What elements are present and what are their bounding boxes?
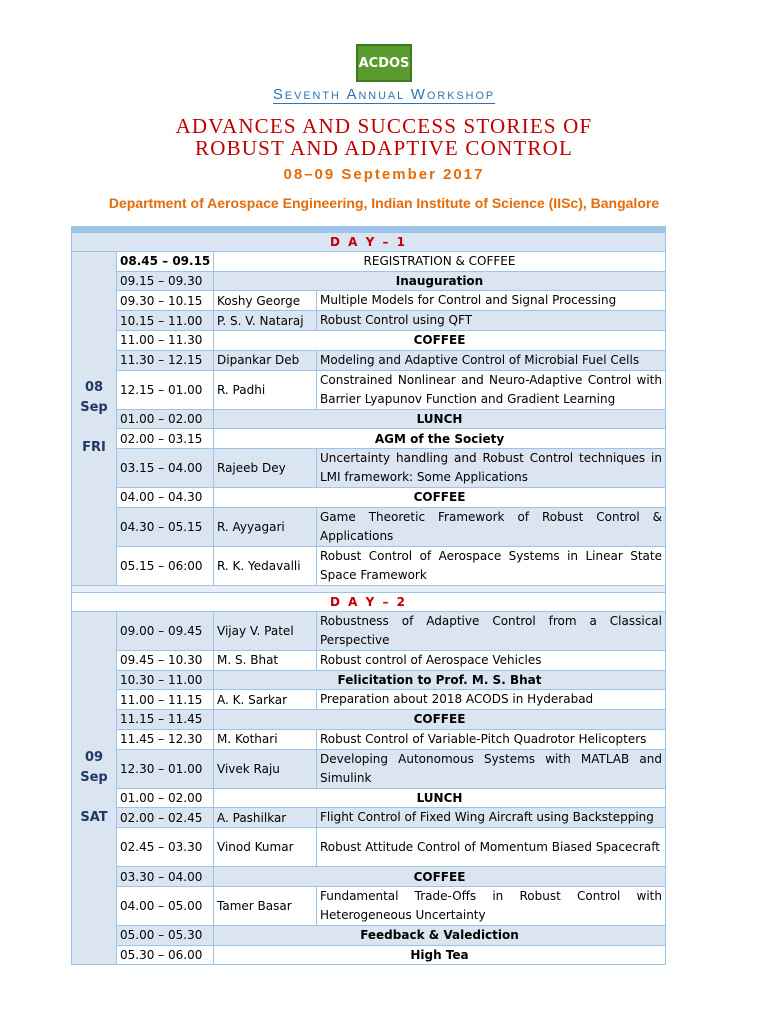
workshop-subtitle: SEVENTH ANNUAL WORKSHOP — [272, 86, 496, 103]
acdos-logo — [356, 44, 412, 82]
day1-header: D A Y – 1 — [72, 233, 666, 252]
table-row: 04.00 – 04.30 COFFEE — [72, 487, 666, 507]
table-row: 04.00 – 05.00 Tamer Basar Fundamental Trade-Offs in Robust Control with Heterogeneous Uncertainty — [72, 886, 666, 925]
venue-department: Department of Aerospace Engineering, Indian Institute of Science (IISc), Bangalore — [108, 195, 660, 211]
table-row: 11.30 – 12.15 Dipankar Deb Modeling and Adaptive Control of Microbial Fuel Cells — [72, 350, 666, 370]
table-row: 09.45 – 10.30 M. S. Bhat Robust control of Aerospace Vehicles — [72, 650, 666, 670]
table-row: 09.30 – 10.15 Koshy George Multiple Models for Control and Signal Processing — [72, 291, 666, 311]
workshop-title — [0, 115, 768, 159]
title-line-2: ROBUST AND ADAPTIVE CONTROL — [195, 136, 573, 160]
table-row: 11.15 – 11.45 COFFEE — [72, 710, 666, 730]
title-line-1: ADVANCES AND SUCCESS STORIES OF — [175, 114, 593, 138]
table-row: 11.45 – 12.30 M. Kothari Robust Control of Variable-Pitch Quadrotor Helicopters — [72, 729, 666, 749]
table-row: 02.00 – 02.45 A. Pashilkar Flight Control of Fixed Wing Aircraft using Backstepping — [72, 808, 666, 828]
day1-date-cell: 08 Sep FRI — [72, 252, 117, 586]
table-row: 12.15 – 01.00 R. Padhi Constrained Nonlinear and Neuro-Adaptive Control with Barrier Lyapunov Function and Gradient Learning — [72, 370, 666, 409]
day2-header: D A Y – 2 — [72, 592, 666, 611]
day2-date-cell: 09 Sep SAT — [72, 611, 117, 965]
table-row: 08 Sep FRI 08.45 – 09.15 REGISTRATION & COFFEE — [72, 252, 666, 272]
table-row: 05.00 – 05.30 Feedback & Valediction — [72, 925, 666, 945]
table-row: 04.30 – 05.15 R. Ayyagari Game Theoretic Framework of Robust Control & Applications — [72, 507, 666, 546]
table-row: 05.15 – 06:00 R. K. Yedavalli Robust Control of Aerospace Systems in Linear State Space Framework — [72, 546, 666, 585]
table-row: 01.00 – 02.00 LUNCH — [72, 788, 666, 808]
day-separator — [72, 585, 666, 592]
workshop-dates: 08–09 September 2017 — [283, 166, 485, 183]
table-row: 02.45 – 03.30 Vinod Kumar Robust Attitude Control of Momentum Biased Spacecraft — [72, 828, 666, 867]
table-row: 11.00 – 11.15 A. K. Sarkar Preparation about 2018 ACODS in Hyderabad — [72, 690, 666, 710]
table-row: 11.00 – 11.30 COFFEE — [72, 331, 666, 351]
table-row: 09 Sep SAT 09.00 – 09.45 Vijay V. Patel Robustness of Adaptive Control from a Classical Perspective — [72, 611, 666, 650]
schedule-table — [71, 226, 666, 965]
table-row: 02.00 – 03.15 AGM of the Society — [72, 429, 666, 449]
day1-header-row — [72, 233, 666, 252]
table-row: 10.30 – 11.00 Felicitation to Prof. M. S. Bhat — [72, 670, 666, 690]
table-row: 12.30 – 01.00 Vivek Raju Developing Autonomous Systems with MATLAB and Simulink — [72, 749, 666, 788]
logo-text: ACDOS — [358, 55, 410, 71]
table-row: 01.00 – 02.00 LUNCH — [72, 409, 666, 429]
table-row: 03.30 – 04.00 COFFEE — [72, 867, 666, 887]
day2-header-row — [72, 592, 666, 611]
table-row: 05.30 – 06.00 High Tea — [72, 945, 666, 965]
table-row: 03.15 – 04.00 Rajeeb Dey Uncertainty handling and Robust Control techniques in LMI framework: Some Applications — [72, 448, 666, 487]
table-row: 09.15 – 09.30 Inauguration — [72, 271, 666, 291]
table-row: 10.15 – 11.00 P. S. V. Nataraj Robust Control using QFT — [72, 311, 666, 331]
